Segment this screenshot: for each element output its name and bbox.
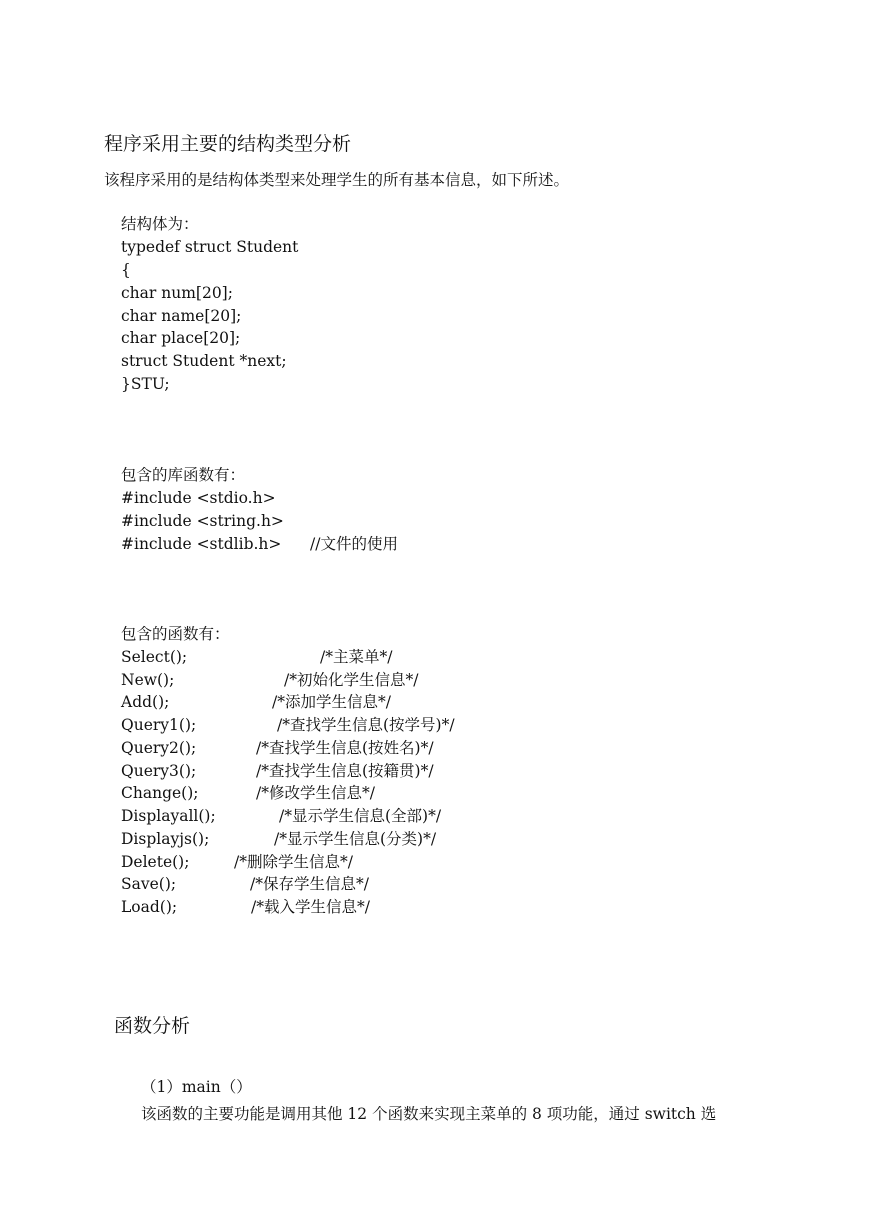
- code-line: {: [121, 261, 131, 279]
- section-heading-function-analysis: 函数分析: [114, 1015, 191, 1037]
- code-line: }STU;: [121, 375, 170, 393]
- code-line: struct Student *next;: [121, 352, 287, 370]
- function-name: Add();: [121, 693, 170, 711]
- code-line: char num[20];: [121, 284, 233, 302]
- function-name: Select();: [121, 648, 188, 666]
- function-comment: /*主菜单*/: [320, 648, 393, 666]
- include-line: #include <string.h>: [121, 512, 284, 530]
- function-comment: /*保存学生信息*/: [250, 875, 369, 893]
- main-description: 该函数的主要功能是调用其他 12 个函数来实现主菜单的 8 项功能，通过 switch 选: [141, 1105, 717, 1123]
- functions-label: 包含的函数有：: [121, 625, 230, 643]
- include-comment: //文件的使用: [310, 535, 398, 553]
- code-line: typedef struct Student: [121, 238, 299, 256]
- function-comment: /*查找学生信息(按籍贯)*/: [256, 762, 434, 780]
- function-comment: /*载入学生信息*/: [251, 898, 370, 916]
- function-comment: /*修改学生信息*/: [256, 784, 375, 802]
- section-heading-structure: 程序采用主要的结构类型分析: [104, 133, 352, 155]
- function-name: Query1();: [121, 716, 197, 734]
- code-line: char name[20];: [121, 307, 242, 325]
- code-line: char place[20];: [121, 329, 241, 347]
- function-comment: /*显示学生信息(分类)*/: [274, 830, 437, 848]
- function-comment: /*初始化学生信息*/: [284, 671, 419, 689]
- function-name: Query2();: [121, 739, 197, 757]
- function-name: Change();: [121, 784, 199, 802]
- function-name: Load();: [121, 898, 178, 916]
- function-name: Displayjs();: [121, 830, 210, 848]
- struct-label: 结构体为：: [121, 215, 199, 233]
- function-name: New();: [121, 671, 175, 689]
- function-name: Delete();: [121, 853, 190, 871]
- function-name: Displayall();: [121, 807, 216, 825]
- function-name: Query3();: [121, 762, 197, 780]
- include-line: #include <stdlib.h>: [121, 535, 282, 553]
- function-comment: /*查找学生信息(按学号)*/: [277, 716, 455, 734]
- function-comment: /*删除学生信息*/: [234, 853, 353, 871]
- libraries-label: 包含的库函数有：: [121, 466, 246, 484]
- function-comment: /*显示学生信息(全部)*/: [279, 807, 442, 825]
- intro-paragraph: 该程序采用的是结构体类型来处理学生的所有基本信息，如下所述。: [104, 171, 570, 189]
- function-comment: /*查找学生信息(按姓名)*/: [256, 739, 434, 757]
- function-name: Save();: [121, 875, 177, 893]
- include-line: #include <stdio.h>: [121, 489, 276, 507]
- function-comment: /*添加学生信息*/: [272, 693, 391, 711]
- subsection-heading-main: （1）main（）: [141, 1078, 252, 1096]
